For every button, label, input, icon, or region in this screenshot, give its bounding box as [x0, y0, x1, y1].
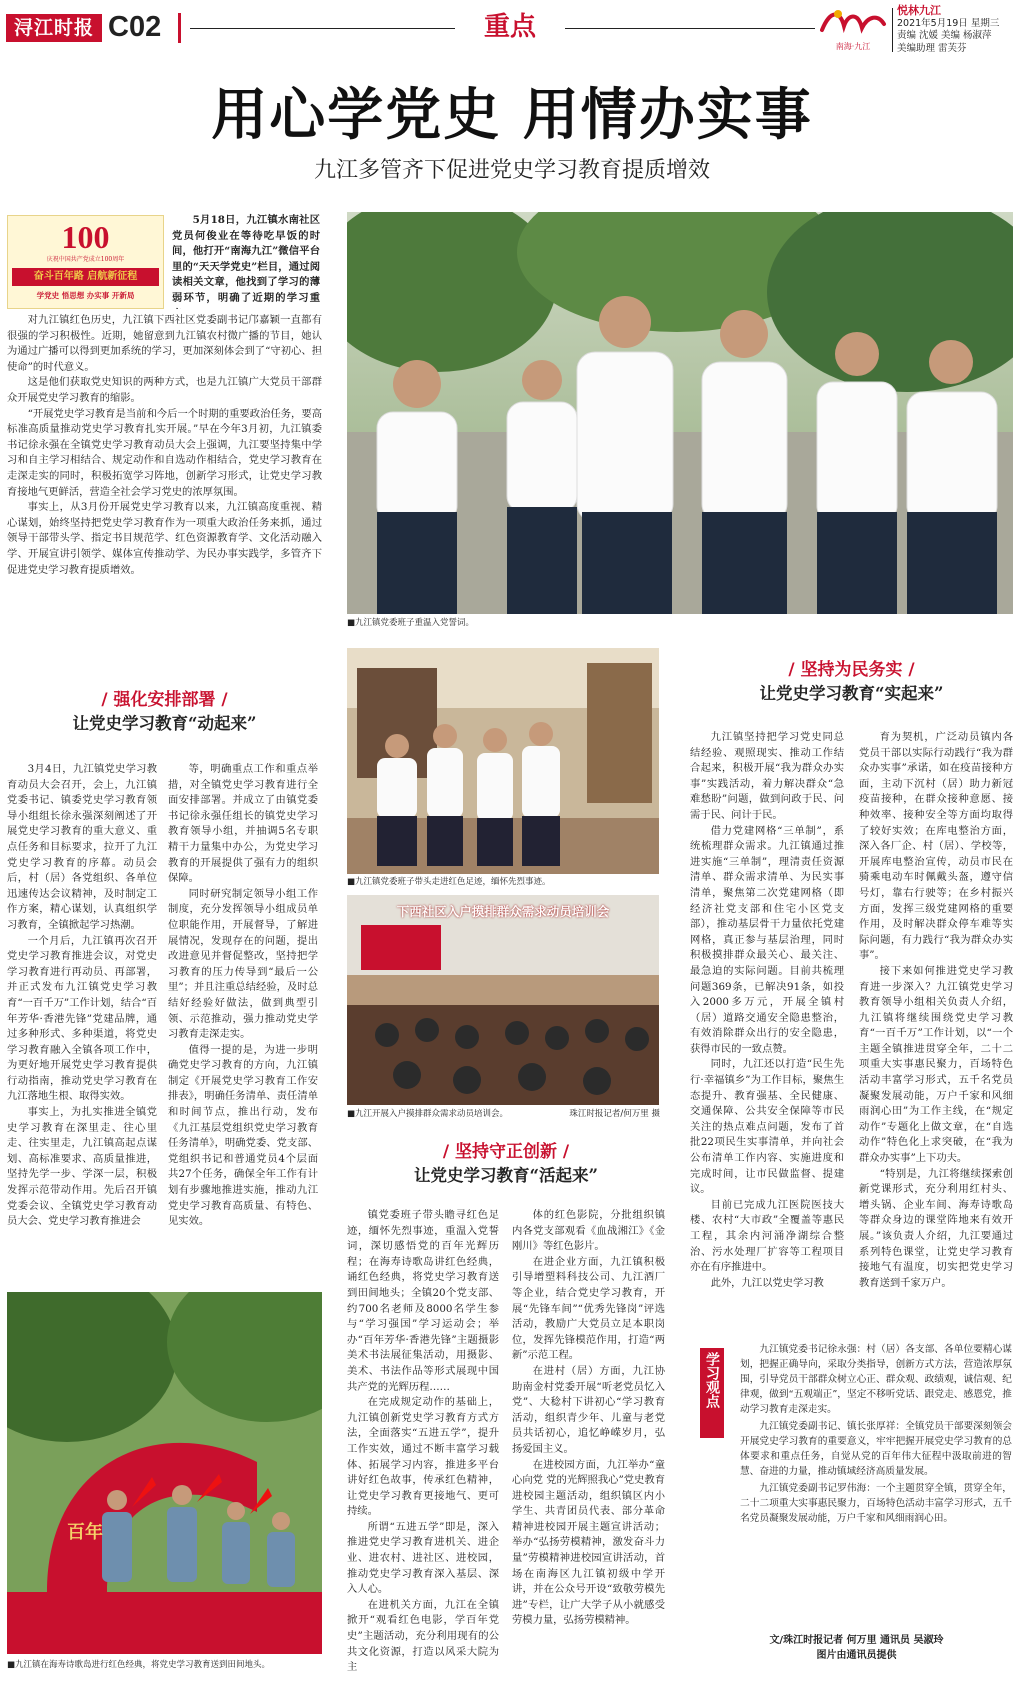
section1-paragraph: 同时研究制定领导小组工作制度，充分发挥领导小组成员单位职能作用，开展督导，了解进展情况，发现存在的问题，提出改进意见并督促整改，坚持把学习教育的压力传导到“最后一公里”；并且注重总结经验，及时总结好经验好做法，做到典型引领、示范推动，强力推动党史学习教育走深走实。 — [168, 887, 318, 1041]
section3-paragraph: 在进企业方面，九江镇积极引导增塑料科技公司、九江酒厂等企业，结合党史学习教育，开展“先锋车间”“优秀先锋岗”评选活动，教励广大党员立足本职岗位，发挥先锋模范作用，打造“两新”示范工程。 — [512, 1255, 665, 1362]
performance-photo-caption: ■九江镇在海寿诗歌岛进行红色经典，将党史学习教育送到田间地头。 — [7, 1660, 271, 1670]
section3-paragraph: 在进村（居）方面，九江协助南金村党委开展“听老党员忆入党”、大稔村下讲初心“学习教育活动，组织青少年、儿童与老党员共话初心，追忆峥嵘岁月，弘扬爱国主义。 — [512, 1364, 665, 1455]
masthead — [0, 0, 1024, 55]
meeting-photo-image — [347, 895, 659, 1105]
intro-lead — [172, 213, 320, 309]
section3-paragraph: 在进校园方面，九江举办“童心向党 党的光辉照我心”党史教育进校园主题活动，组织镇区内小学生、共青团员代表、部分革命精神进校园开展主题宣讲活动；举办“弘扬劳模精神，激发奋斗力量”劳模精神进校园宣讲活动，首场在南海区九江镇初级中学开讲，并在公众号开设“致敬劳模先进”专栏，让广大学子从小就感受劳模力量，弘扬劳模精神。 — [512, 1458, 665, 1627]
section3-col1 — [347, 1208, 499, 1673]
photo-credit: 珠江时报记者/何万里 摄 — [569, 1109, 660, 1119]
oath-photo-image — [347, 212, 1013, 614]
intro-paragraph: 事实上，从3月份开展党史学习教育以来，九江镇高度重视、精心谋划，始终坚持把党史学习教育作为一项重大政治任务来抓，通过领导干部带头学、指定书目规范学、红色资源教育学、文化活动融入学、开展宣讲引领学、媒体宣传推动学、为民办事实践学，多管齐下促进党史学习教育提质增效。 — [7, 501, 322, 576]
section3-paragraph: 所谓“五进五学”即是，深入推进党史学习教育进机关、进企业、进农村、进社区、进校园，推动党史学习教育深入基层、深入人心。 — [347, 1520, 499, 1596]
masthead-vertical-rule — [892, 8, 893, 52]
section2-kicker: / 坚持为民务实 / — [788, 660, 915, 680]
page-code: C02 — [108, 11, 162, 43]
section2-paragraph: 目前已完成九江医院医技大楼、农村“大市政”全覆盖等惠民工程，其余内河涌净湖综合整治、污水处理厂扩容等工程项目亦在有序推进中。 — [690, 1198, 844, 1274]
brand-logo — [818, 6, 888, 50]
section3-paragraph: 在进机关方面，九江在全镇掀开“观看红色电影，学百年党史”主题活动，充分利用现有的公共文化资源，打造以风采大院为主 — [347, 1598, 499, 1673]
viewpoint-item: 九江镇党委副书记罗伟海：一个主题贯穿全镇，贯穿全年，二十二项重大实事惠民聚力，百场特色活动丰富学习形式，五千名党员凝聚发展动能，万户千家和风细雨润心田。 — [740, 1483, 1012, 1524]
section2-header — [690, 658, 1013, 706]
section3-paragraph: 镇党委班子带头瞻寻红色足迹，缅怀先烈事迹，重温入党誓词，深切感悟党的百年光辉历程；在海寿诗歌岛讲红色经典，诵红色经典，将党史学习教育送到田间地头；全镇20个党支部、约700名老师及8000名学生参与“学习强国”学习运动会；举办“百年芳华·香港先锋”主题摄影美术书法展征集活动，用摄影、美术、书法作品等形式展现中国共产党的光辉历程…… — [347, 1209, 499, 1393]
proof-line: 美编助理 雷芙芬 — [897, 42, 967, 54]
viewpoint-label-text: 学习观点 — [704, 1352, 720, 1408]
section3-paragraph: 在完成规定动作的基础上，九江镇创新党史学习教育方式方法，全面落实“五进五学”，提升工作实效，通过不断丰富学习载体、拓展学习内容，推进多平台讲好红色故事，传承红色精神，让党史学习教育更接地气、更可持续。 — [347, 1396, 499, 1518]
brand-text: 悦林九江 — [897, 4, 941, 17]
intro-lead-text: 5月18日，九江镇水南社区党员何俊业在等待吃早饭的时间，他打开“南海九江”微信平台里的“天天学党史”栏目，通过阅读相关文章，他找到了学习的薄弱环节，明确了近期的学习重 — [172, 214, 320, 304]
paper-name-badge — [6, 14, 102, 42]
masthead-divider-bar — [178, 13, 181, 43]
section3-paragraph: 体的红色影院，分批组织镇内各党支部观看《血战湘江》《金刚川》等红色影片。 — [512, 1209, 665, 1253]
headline: 用心学党史 用情办实事 — [211, 82, 813, 148]
viewpoint-label — [700, 1348, 724, 1438]
logo-slogan: 奋斗百年路 启航新征程 — [12, 268, 159, 286]
section1-header — [7, 688, 322, 736]
logo-motto: 学党史 悟思想 办实事 开新局 — [36, 291, 135, 300]
museum-photo-image — [347, 648, 659, 874]
section2-title: 让党史学习教育“实起来” — [759, 684, 944, 703]
logo-tagline: 庆祝中国共产党成立100周年 — [46, 256, 125, 263]
masthead-info — [897, 5, 1022, 55]
intro-paragraph: 这是他们获取党史知识的两种方式，也是九江镇广大党员干部群众开展党史学习教育的缩影。 — [7, 376, 322, 404]
intro-paragraph: 对九江镇红色历史，九江镇下西社区党委副书记邝嘉颖一直都有很强的学习积极性。近期，她留意到九江镇农村微广播的节目，她认为通过广播可以得到更加系统的学习，更加深刻体会到了“守初心、担使命”的时代意义。 — [7, 314, 322, 373]
section1-paragraph: 等，明确重点工作和重点举措，对全镇党史学习教育进行全面安排部署。并成立了由镇党委书记徐永强任组长的镇党史学习教育领导小组，并抽调5名专职精干力量集中办公，为党史学习教育的开展提供了强有力的组织保障。 — [168, 763, 318, 885]
section1-kicker: / 强化安排部署 / — [101, 690, 228, 710]
brand-logo-graphic — [818, 6, 888, 38]
section-label: 重点 — [483, 12, 536, 42]
logo-number: 100 — [61, 219, 110, 255]
date-line: 2021年5月19日 星期三 — [897, 17, 1000, 29]
viewpoint-box — [700, 1340, 1013, 1628]
meeting-banner: 下西社区入户摸排群众需求动员培训会 — [396, 904, 610, 919]
section1-paragraph: 3月4日，九江镇党史学习教育动员大会召开，会上，九江镇党委书记、镇委党史学习教育领导小组组长徐永强深刻阐述了开展党史学习教育的重大意义、重点任务和目标要求，拉开了九江党史学习教育的序幕。动员会后，村（居）各党组织、各单位迅速传达会议精神，及时制定工作方案，精心谋划，认真组织学习教育，全镇掀起学习热潮。 — [7, 763, 157, 931]
byline-author: 文/珠江时报记者 何万里 通讯员 吴淑玲 — [769, 1635, 944, 1646]
section1-col1 — [7, 762, 157, 1257]
section1-paragraph: 值得一提的是，为进一步明确党史学习教育的方向，九江镇制定《开展党史学习教育工作安排表》，明确任务清单、责任清单和时间节点，推出行动，发布《九江基层党组织党史学习教育任务清单》，明确党委、党支部、党组织书记和普通党员4个层面共27个任务，确保全年工作有计划有步骤地推进实施，推动九江党史学习教育高质量、有特色、见实效。 — [168, 1043, 318, 1228]
section2-paragraph: 育为契机，广泛动员镇内各党员干部以实际行动践行“我为群众办实事”承诺，如在疫苗接种方面，主动下沉村（居）助力新冠疫苗接种，在群众接种意愿、接种效率、接种安全等方面均取得了较好实效；在库电整治方面，深入各厂企、村（居）、学校等，开展库电整治宣传，动员市民在骑乘电动车时佩戴头盔，遵守信号灯，靠右行驶等；在乡村振兴方面，发挥三级党建网格的重要作用，及时解决群众停车难等实际问题，有力践行“我为群众办实事”。 — [859, 731, 1013, 962]
section2-paragraph: 九江镇坚持把学习党史同总结经验、观照现实、推动工作结合起来，积极开展“我为群众办实事”实践活动，着力解决群众“急难愁盼”问题，做到问政于民、问需于民、问计于民。 — [690, 731, 844, 821]
performance-photo — [7, 1292, 322, 1654]
section1-paragraph: 一个月后，九江镇再次召开党史学习教育推进会议，对党史学习教育进行再动员、再部署，并正式发布九江镇党史学习教育“一百千万”工作计划，结合“百年芳华·香港先锋”党建品牌，通过多种形式、多种渠道，将党史学习教育融入全镇各项工作中，为更好地开展党史学习教育提供行动指南，推动党史学习教育在九江落地生根、取得实效。 — [7, 934, 157, 1103]
viewpoint-item: 九江镇党委书记徐永强：村（居）各支部、各单位要精心谋划，把握正确导向，采取分类指导，创新方式方法，营造浓厚氛围，引导党员干部群众树立心正、群众观、政绩观，诚信观、纪律观，做到“五观端正”，坚定不移听党话、跟党走、感恩党，推动学习教育走深走实。 — [740, 1344, 1012, 1415]
section2-paragraph: 此外，九江以党史学习教 — [710, 1276, 824, 1289]
performance-sign: 百年 — [67, 1522, 103, 1543]
byline-photo: 图片由通讯员提供 — [816, 1650, 897, 1661]
masthead-rule-left — [190, 28, 455, 29]
section1-col2 — [168, 762, 318, 1257]
museum-photo-caption: ■九江镇党委班子带头走进红色足迹，缅怀先烈事迹。 — [347, 877, 551, 887]
oath-photo-caption: ■九江镇党委班子重温入党誓词。 — [347, 618, 475, 628]
museum-photo — [347, 648, 659, 874]
oath-photo — [347, 212, 1013, 614]
intro-paragraph: “开展党史学习教育是当前和今后一个时期的重要政治任务，要高标准高质量推动党史学习教育扎实开展。”早在今年3月初，九江镇委书记徐永强在全镇党史学习教育动员大会上强调，九江要坚持集中学习和自主学习相结合、规定动作和自选动作相结合，党史学习教育在走深走实的同时，积极拓宽学习阵地，创新学习形式，让党史学习教育接地气更鲜活，营造全社会学习党史的浓厚氛围。 — [7, 407, 322, 498]
editor-line: 责编 沈媛 美编 杨淑萍 — [897, 30, 992, 41]
intro-body — [7, 313, 322, 651]
section2-paragraph: 借力党建网格“三单制”，系统梳理群众需求。九江镇通过推进实施“三单制”，理清责任资源清单、群众需求清单、为民实事清单，聚焦第二次党建网格（即经济社党支部和住宅小区党支部），推动基层骨干力量依托党建网格，真正参与基层治理，同时积极摸排群众最关心、最关注、最急迫的实际问题。目前共梳理问题369条，已解决91条，如投入2000多万元，开展全镇村（居）道路交通安全隐患整治，有效消除群众出行的安全隐患，获得市民的一致点赞。 — [690, 824, 844, 1055]
viewpoint-text — [740, 1342, 1012, 1526]
anniversary-logo — [7, 215, 164, 309]
section2-paragraph: 同时，九江还以打造“民生先行·幸福镇乡”为工作目标，聚焦生态提升、教育强基、全民健康、交通保障、公共安全保障等市民关注的热点难点问题，发布了首批22项民生实事清单，并向社会公布清单工作内容、实施进度和完成时间，让市民做监督、提建议。 — [690, 1058, 844, 1196]
viewpoint-item: 九江镇党委副书记、镇长张厚祥：全镇党员干部要深刻领会开展党史学习教育的重要意义，牢牢把握开展党史学习教育的总体要求和重点任务，自觉从党的百年伟大征程中汲取前进的智慧、奋进的力量，推动镇域经济高质量发展。 — [740, 1421, 1012, 1477]
meeting-photo — [347, 895, 659, 1105]
section2-paragraph: 接下来如何推进党史学习教育进一步深入？九江镇党史学习教育领导小组相关负责人介绍，九江镇将继续围绕党史学习教育“一百千万”工作计划，以“一个主题全镇推进贯穿全年，二十二项重大实事惠民聚力，百场特色活动丰富学习形式，五千名党员凝聚发展动能，万户千家和风细雨润心田”为工作主线，在“规定动作”专题化上做文章，在“自选动作”特色化上求突破，在“我为群众办实事”上下功夫。 — [859, 964, 1013, 1165]
byline — [700, 1633, 1013, 1663]
section1-title: 让党史学习教育“动起来” — [72, 714, 257, 733]
section3-header — [347, 1140, 665, 1188]
section1-paragraph: 事实上，为扎实推进全镇党史学习教育在深里走、往心里走、往实里走，九江镇高起点谋划、高标准要求、高质量推进，坚持先学一步、学深一层，积极发挥示范带动作用。先后召开镇党委会议、全镇党史学习教育动员大会、党史学习教育推进会 — [7, 1106, 157, 1228]
masthead-rule-right — [565, 28, 815, 29]
section2-col1 — [690, 730, 844, 1328]
performance-photo-image — [7, 1292, 322, 1654]
section3-title: 让党史学习教育“活起来” — [414, 1166, 598, 1185]
paper-name: 浔江时报 — [13, 17, 94, 39]
section3-col2 — [512, 1208, 665, 1673]
section2-paragraph: “特别是，九江将继续探索创新党课形式，充分利用红村头、增头锅、企业车间、海寿诗歌岛等群众身边的课堂阵地来有效开展。”该负责人介绍，九江要通过系列特色课堂，让党史学习教育接地气有温度，切实把党史学习教育送到千家万户。 — [859, 1167, 1013, 1289]
section3-kicker: / 坚持守正创新 / — [442, 1142, 570, 1162]
section2-col2 — [859, 730, 1013, 1328]
brand-sub: 南海·九江 — [835, 42, 871, 51]
subheadline: 九江多管齐下促进党史学习教育提质增效 — [313, 158, 710, 183]
meeting-photo-caption: ■九江开展入户摸排群众需求动员培训会。 — [347, 1109, 509, 1119]
